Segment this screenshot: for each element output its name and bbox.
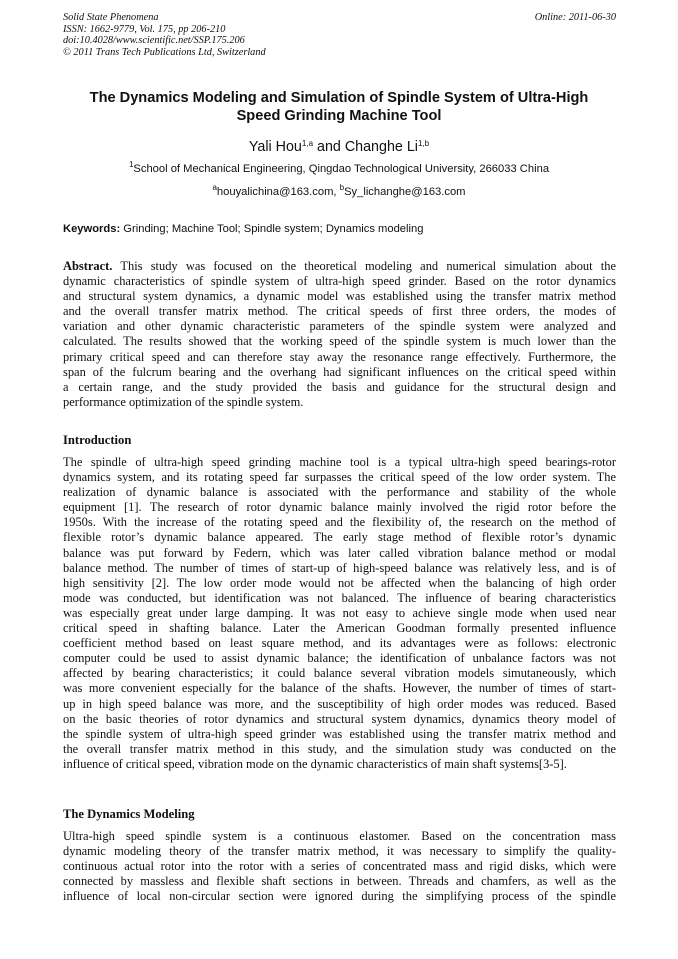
introduction-line: flexible rotor’s dynamic balance appeared. The early stage method of flexible rotor’s dynamic: [63, 530, 616, 545]
abstract-label: Abstract.: [63, 259, 113, 273]
abstract-line-text: This study was focused on the theoretical modeling and numerical simulation about the: [112, 259, 616, 273]
email-mark-a: a: [212, 183, 217, 192]
introduction-line: balance method. The number of times of start-up of high-speed balance was relatively less, and is of: [63, 560, 616, 575]
introduction-line: equipment [1]. The research of rotor dynamic balance mainly involved the rigid rotor before the: [63, 500, 616, 515]
introduction-line: influence of critical speed, vibration mode on the dynamic characteristics of main shaft systems[3-5].: [63, 756, 567, 771]
author-emails: [40, 185, 638, 199]
introduction-line: was especially great under large damping. It was not easy to achieve single mode when used near: [63, 605, 616, 620]
abstract-line: dynamic characteristics of spindle system of ultra-high speed grinder. Based on the rotor dynamics: [63, 274, 616, 289]
keywords-text: Grinding; Machine Tool; Spindle system; Dynamics modeling: [120, 223, 424, 235]
introduction-line: 1950s. With the increase of the rotating speed and the flexibility of, the research on the method of: [63, 515, 616, 530]
affiliation-text: School of Mechanical Engineering, Qingdao Technological University, 266033 China: [133, 163, 550, 175]
modeling-heading: The Dynamics Modeling: [63, 807, 195, 821]
introduction-line: dynamics system, and its rotating speed far surpasses the critical speed of the low order system. The: [63, 470, 616, 485]
paper-title: [40, 90, 638, 125]
introduction-line: coefficient method based on least square method, and its advantages were as follows: electronic: [63, 636, 616, 651]
journal-name: Solid State Phenomena: [63, 12, 159, 23]
introduction-line: The spindle of ultra-high speed grinding machine tool is a typical ultra-high speed bearings-rotor: [63, 455, 616, 469]
author-2-affiliation-mark: 1,b: [417, 139, 430, 148]
copyright-line: © 2011 Trans Tech Publications Ltd, Switzerland: [63, 46, 266, 58]
author-joiner: and: [313, 139, 345, 155]
author-1-affiliation-mark: 1,a: [301, 139, 314, 148]
keywords-label: Keywords:: [63, 223, 121, 235]
email-b: Sy_lichanghe@163.com: [344, 186, 466, 198]
abstract-line: and the overall transfer matrix method. The critical speeds of first three orders, the modes of: [63, 304, 616, 319]
modeling-line: connected by massless and flexible shaft sections in between. Threads and chamfers, as well as the: [63, 874, 616, 889]
modeling-line: continuous actual rotor into the rotor with a series of concentrated mass and rigid disks, which were: [63, 859, 616, 874]
affiliation: [40, 162, 638, 176]
introduction-line: mode was conducted, but identification was not balanced. The influence of bearing characteristics: [63, 590, 616, 605]
publication-header: [63, 12, 616, 58]
author-name-2: Changhe Li: [344, 139, 418, 155]
author-name-1: Yali Hou: [248, 139, 302, 155]
introduction-line: on the basic theories of rotor dynamics and structural system dynamics, dynamics theory model of: [63, 711, 616, 726]
introduction-line: affected by bearing characteristics; it could balance several vibration models simutaneously, which: [63, 666, 616, 681]
issn-line: ISSN: 1662-9779, Vol. 175, pp 206-210: [63, 23, 226, 35]
title-line-1: The Dynamics Modeling and Simulation of Spindle System of Ultra-High: [89, 90, 589, 106]
abstract-line: [63, 259, 616, 274]
introduction-line: realization of dynamic balance is associated with the performance and stability of the whole: [63, 485, 616, 500]
abstract-line: variation and other dynamic characteristic parameters of the spindle system were analyzed and: [63, 319, 616, 334]
abstract-line: span of the fulcrum bearing and the overhang had significant influences on the critical speed within: [63, 364, 616, 379]
email-mark-b: b: [339, 183, 345, 192]
title-line-2: Speed Grinding Machine Tool: [236, 107, 442, 124]
introduction-heading: Introduction: [63, 433, 132, 447]
introduction-line: high sensitivity [2]. The low order mode would not be affected when the balancing of high order: [63, 575, 616, 590]
introduction-line: was more convenient especially for the balance of the shafts. However, the number of times of start-: [63, 681, 616, 696]
introduction-line: the overall transfer matrix method in this study, and the simulation study was conducted on the: [63, 741, 616, 756]
modeling-line: influence of local non-circular section were ignored during the simplifying process of the spindle: [63, 889, 616, 904]
author-list: [40, 138, 638, 156]
introduction-line: balance was put forward by Federn, which was later called vibration balance method or modal: [63, 545, 616, 560]
modeling-body: [63, 829, 616, 904]
abstract-line: primary critical speed and can therefore stay away the resonance range effectively. Furthermore, the: [63, 349, 616, 364]
introduction-line: the spindle system of ultra-high speed grinder was established using the transfer matrix method and: [63, 726, 616, 741]
modeling-line: Ultra-high speed spindle system is a continuous elastomer. Based on the concentration mass: [63, 829, 616, 843]
introduction-line: up in high speed balance was more, and the susceptibility of high order modes was reduced. Based: [63, 696, 616, 711]
introduction-line: critical speed in shafting balance. Later the American Goodman formally presented influence: [63, 621, 616, 636]
introduction-line: computer could be used to assist dynamic balance; the identification of unbalance factors was not: [63, 651, 616, 666]
abstract-line: calculated. The results showed that the working speed of the spindle system is much lower than the: [63, 334, 616, 349]
keywords: [63, 222, 616, 236]
abstract-line: a certain range, and the study provided the basis and guidance for the structural design and: [63, 379, 616, 394]
online-date: Online: 2011-06-30: [534, 12, 616, 23]
abstract-line: performance optimization of the spindle system.: [63, 394, 304, 409]
email-a: houyalichina@163.com,: [216, 186, 340, 198]
abstract: [63, 259, 616, 410]
modeling-line: dynamic modeling theory of the transfer matrix method, it was necessary to simplify the quality-: [63, 844, 616, 859]
introduction-body: [63, 455, 616, 772]
abstract-line: and structural system dynamics, a dynamic model was established using the transfer matrix method: [63, 289, 616, 304]
affiliation-mark: 1: [128, 160, 134, 169]
doi-line: doi:10.4028/www.scientific.net/SSP.175.206: [63, 35, 245, 47]
